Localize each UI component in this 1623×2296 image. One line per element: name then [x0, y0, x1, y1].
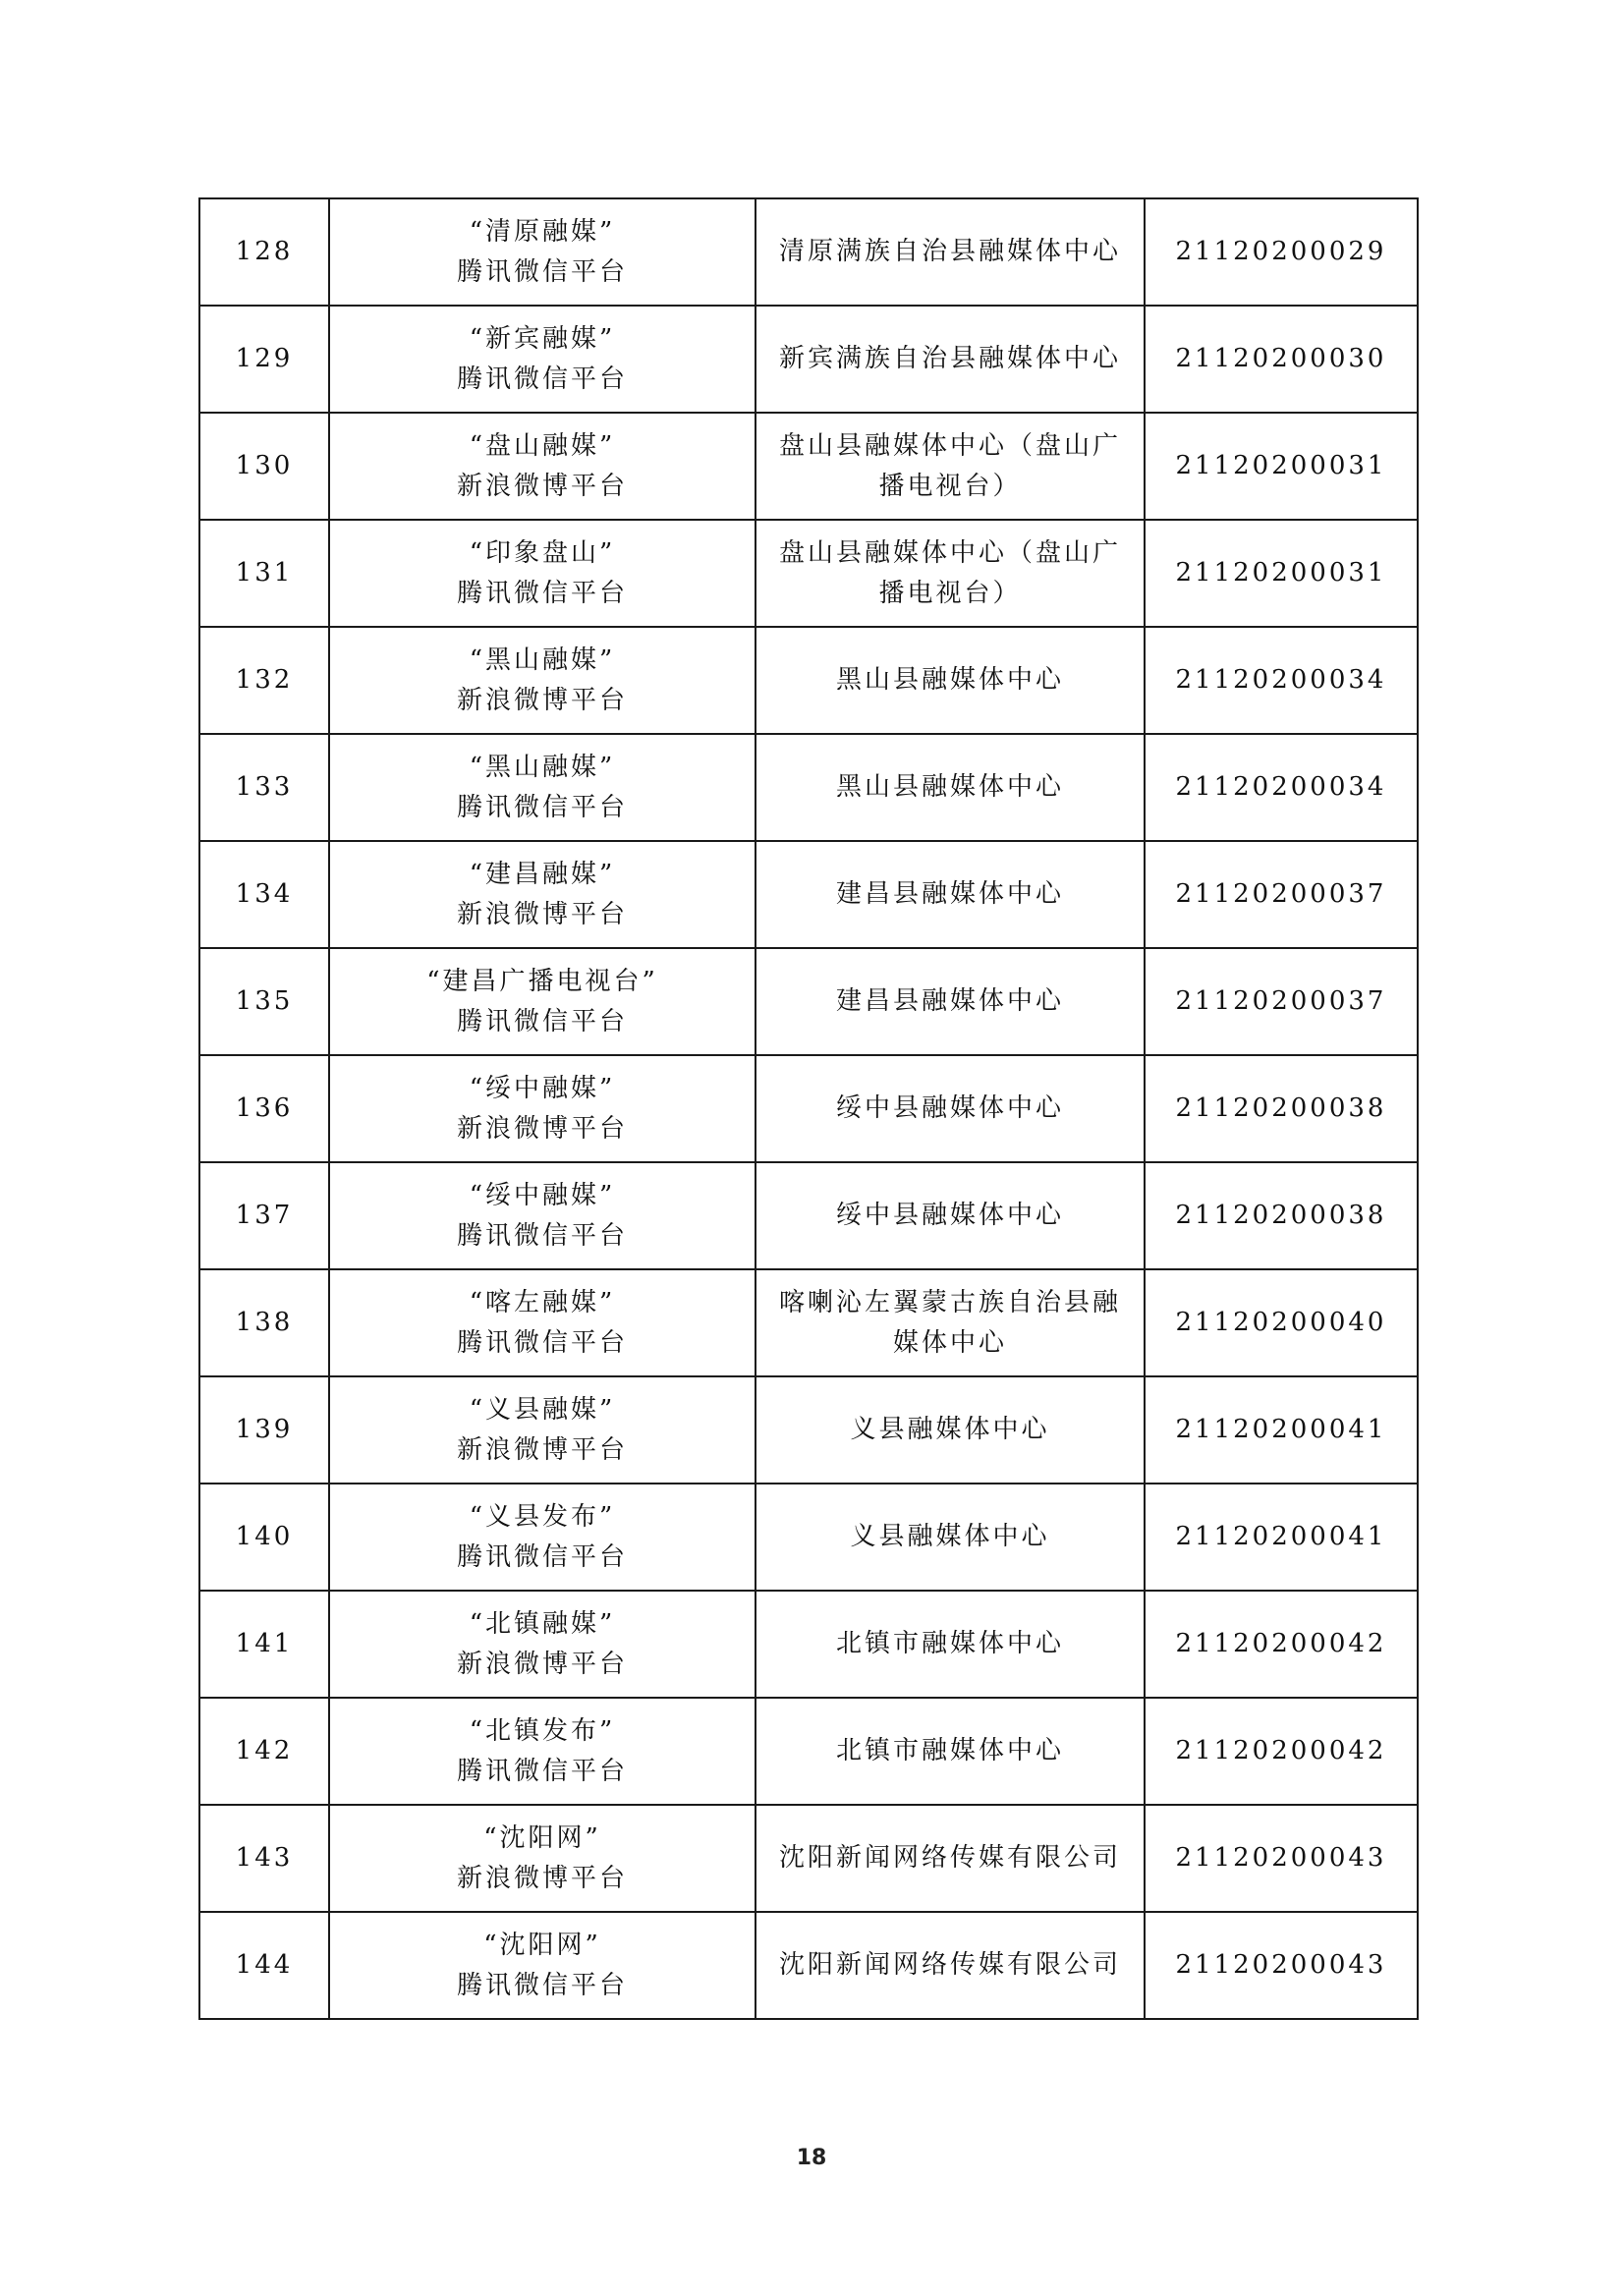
- serial-number-cell: 132: [199, 627, 329, 734]
- license-code-cell: 21120200041: [1145, 1376, 1418, 1484]
- platform-name-cell: [329, 1805, 756, 1912]
- operating-unit-cell: 盘山县融媒体中心（盘山广播电视台）: [756, 520, 1145, 627]
- operating-unit-cell: 绥中县融媒体中心: [756, 1055, 1145, 1162]
- platform-name-cell: [329, 1912, 756, 2019]
- operating-unit-cell: 沈阳新闻网络传媒有限公司: [756, 1912, 1145, 2019]
- operating-unit-cell: 义县融媒体中心: [756, 1484, 1145, 1591]
- account-name: “义县发布”: [469, 1501, 616, 1532]
- registry-table: [198, 197, 1419, 2020]
- serial-number-cell: 143: [199, 1805, 329, 1912]
- platform-type: 腾讯微信平台: [456, 1006, 628, 1036]
- operating-unit-cell: 清原满族自治县融媒体中心: [756, 198, 1145, 306]
- table-row: [199, 1912, 1418, 2019]
- platform-name-cell: [329, 198, 756, 306]
- platform-name-cell: [329, 1162, 756, 1269]
- platform-name-cell: [329, 306, 756, 413]
- account-name: “绥中融媒”: [469, 1073, 616, 1103]
- platform-type: 腾讯微信平台: [456, 792, 628, 822]
- operating-unit-cell: 喀喇沁左翼蒙古族自治县融媒体中心: [756, 1269, 1145, 1376]
- account-name: “喀左融媒”: [469, 1287, 616, 1317]
- platform-type: 腾讯微信平台: [456, 256, 628, 287]
- platform-type: 新浪微博平台: [456, 1113, 628, 1144]
- account-name: “新宾融媒”: [469, 323, 616, 354]
- platform-name-cell: [329, 734, 756, 841]
- platform-type: 腾讯微信平台: [456, 1970, 628, 2000]
- license-code-cell: 21120200043: [1145, 1805, 1418, 1912]
- serial-number-cell: 131: [199, 520, 329, 627]
- platform-type: 新浪微博平台: [456, 1863, 628, 1893]
- serial-number-cell: 133: [199, 734, 329, 841]
- serial-number-cell: 140: [199, 1484, 329, 1591]
- serial-number-cell: 142: [199, 1698, 329, 1805]
- operating-unit-cell: 新宾满族自治县融媒体中心: [756, 306, 1145, 413]
- account-name: “建昌融媒”: [469, 859, 616, 889]
- license-code-cell: 21120200031: [1145, 520, 1418, 627]
- table-row: [199, 1269, 1418, 1376]
- table-row: [199, 734, 1418, 841]
- serial-number-cell: 136: [199, 1055, 329, 1162]
- table-row: [199, 1805, 1418, 1912]
- operating-unit-cell: 建昌县融媒体中心: [756, 948, 1145, 1055]
- license-code-cell: 21120200042: [1145, 1591, 1418, 1698]
- license-code-cell: 21120200034: [1145, 627, 1418, 734]
- license-code-cell: 21120200037: [1145, 948, 1418, 1055]
- platform-name-cell: [329, 1376, 756, 1484]
- serial-number-cell: 134: [199, 841, 329, 948]
- account-name: “北镇发布”: [469, 1715, 616, 1746]
- platform-name-cell: [329, 627, 756, 734]
- license-code-cell: 21120200040: [1145, 1269, 1418, 1376]
- platform-name-cell: [329, 948, 756, 1055]
- platform-name-cell: [329, 1698, 756, 1805]
- operating-unit-cell: 黑山县融媒体中心: [756, 627, 1145, 734]
- serial-number-cell: 137: [199, 1162, 329, 1269]
- license-code-cell: 21120200043: [1145, 1912, 1418, 2019]
- platform-name-cell: [329, 413, 756, 520]
- serial-number-cell: 135: [199, 948, 329, 1055]
- serial-number-cell: 138: [199, 1269, 329, 1376]
- serial-number-cell: 130: [199, 413, 329, 520]
- table-row: [199, 841, 1418, 948]
- account-name: “盘山融媒”: [469, 430, 616, 461]
- operating-unit-cell: 义县融媒体中心: [756, 1376, 1145, 1484]
- platform-type: 新浪微博平台: [456, 1434, 628, 1465]
- license-code-cell: 21120200038: [1145, 1055, 1418, 1162]
- license-code-cell: 21120200034: [1145, 734, 1418, 841]
- license-code-cell: 21120200037: [1145, 841, 1418, 948]
- operating-unit-cell: 北镇市融媒体中心: [756, 1591, 1145, 1698]
- table-row: [199, 1376, 1418, 1484]
- account-name: “印象盘山”: [469, 537, 616, 568]
- license-code-cell: 21120200042: [1145, 1698, 1418, 1805]
- platform-type: 新浪微博平台: [456, 899, 628, 929]
- platform-name-cell: [329, 1484, 756, 1591]
- account-name: “沈阳网”: [483, 1822, 601, 1853]
- platform-type: 腾讯微信平台: [456, 1327, 628, 1358]
- account-name: “义县融媒”: [469, 1394, 616, 1425]
- platform-name-cell: [329, 520, 756, 627]
- license-code-cell: 21120200038: [1145, 1162, 1418, 1269]
- license-code-cell: 21120200031: [1145, 413, 1418, 520]
- account-name: “绥中融媒”: [469, 1180, 616, 1210]
- platform-name-cell: [329, 841, 756, 948]
- table-row: [199, 1055, 1418, 1162]
- serial-number-cell: 129: [199, 306, 329, 413]
- serial-number-cell: 139: [199, 1376, 329, 1484]
- account-name: “北镇融媒”: [469, 1608, 616, 1639]
- platform-type: 新浪微博平台: [456, 685, 628, 715]
- account-name: “沈阳网”: [483, 1930, 601, 1960]
- account-name: “黑山融媒”: [469, 644, 616, 675]
- operating-unit-cell: 盘山县融媒体中心（盘山广播电视台）: [756, 413, 1145, 520]
- operating-unit-cell: 沈阳新闻网络传媒有限公司: [756, 1805, 1145, 1912]
- table-row: [199, 198, 1418, 306]
- table-row: [199, 306, 1418, 413]
- account-name: “建昌广播电视台”: [426, 966, 658, 996]
- license-code-cell: 21120200029: [1145, 198, 1418, 306]
- table-row: [199, 413, 1418, 520]
- table-row: [199, 1698, 1418, 1805]
- operating-unit-cell: 黑山县融媒体中心: [756, 734, 1145, 841]
- platform-type: 新浪微博平台: [456, 471, 628, 501]
- platform-type: 腾讯微信平台: [456, 1541, 628, 1572]
- platform-type: 腾讯微信平台: [456, 578, 628, 608]
- table-row: [199, 627, 1418, 734]
- platform-name-cell: [329, 1591, 756, 1698]
- table-row: [199, 1591, 1418, 1698]
- page-number: 18: [796, 2146, 827, 2170]
- operating-unit-cell: 绥中县融媒体中心: [756, 1162, 1145, 1269]
- serial-number-cell: 141: [199, 1591, 329, 1698]
- table-row: [199, 520, 1418, 627]
- table-row: [199, 1162, 1418, 1269]
- table-row: [199, 948, 1418, 1055]
- platform-type: 腾讯微信平台: [456, 364, 628, 394]
- license-code-cell: 21120200041: [1145, 1484, 1418, 1591]
- operating-unit-cell: 北镇市融媒体中心: [756, 1698, 1145, 1805]
- operating-unit-cell: 建昌县融媒体中心: [756, 841, 1145, 948]
- account-name: “清原融媒”: [469, 216, 616, 247]
- account-name: “黑山融媒”: [469, 752, 616, 782]
- platform-type: 新浪微博平台: [456, 1649, 628, 1679]
- serial-number-cell: 144: [199, 1912, 329, 2019]
- table-row: [199, 1484, 1418, 1591]
- platform-type: 腾讯微信平台: [456, 1756, 628, 1786]
- platform-name-cell: [329, 1055, 756, 1162]
- platform-name-cell: [329, 1269, 756, 1376]
- platform-type: 腾讯微信平台: [456, 1220, 628, 1251]
- license-code-cell: 21120200030: [1145, 306, 1418, 413]
- serial-number-cell: 128: [199, 198, 329, 306]
